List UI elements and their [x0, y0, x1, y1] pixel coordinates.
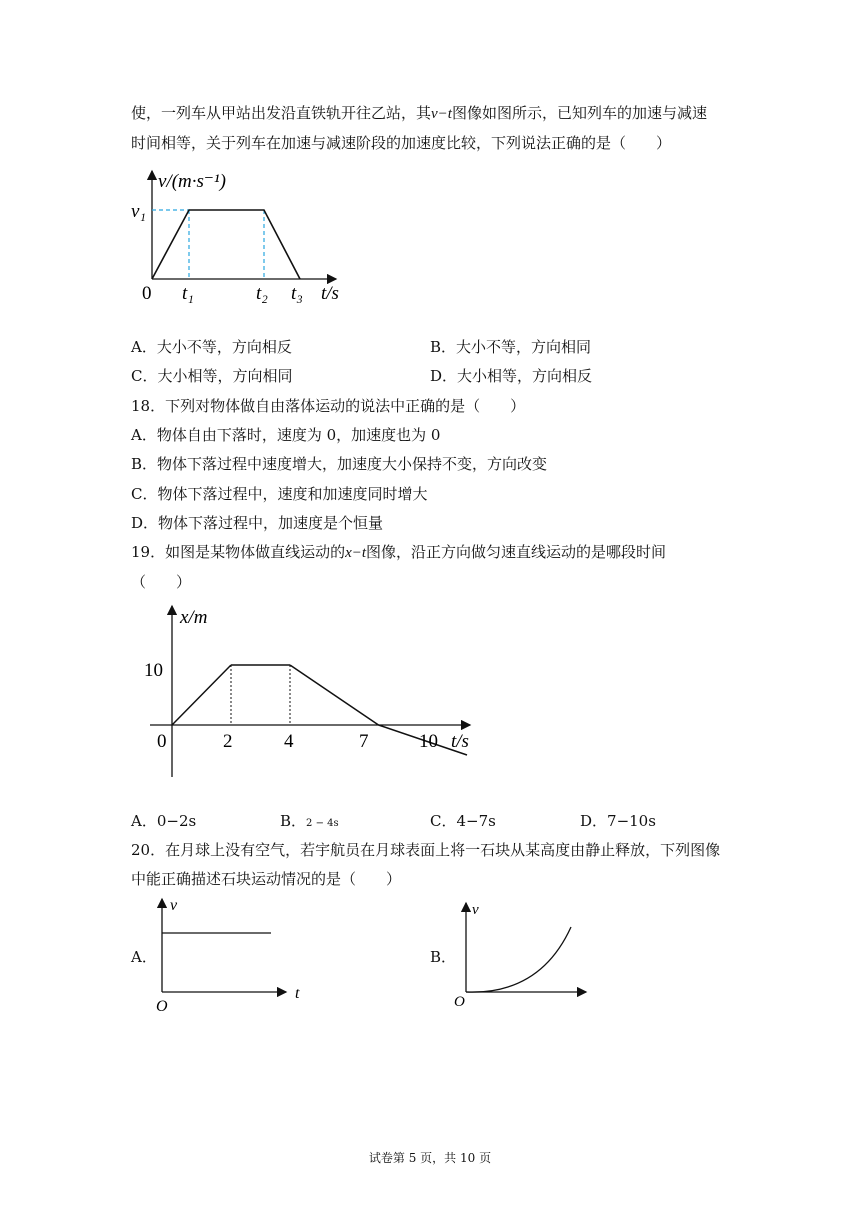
page-footer: 试卷第 5 页，共 10 页 [368, 1151, 492, 1165]
q17-x-tick-t1: t₁ [182, 283, 194, 304]
q20a-y-label: v [170, 897, 178, 914]
q17-option-b-letter: B． [430, 338, 457, 356]
q19-xt-graph [140, 600, 480, 810]
q19-x-label: t/s [451, 731, 469, 752]
q20-stem-line1: 20．在月球上没有空气，若宇航员在月球表面上将一石块从某高度由静止释放，下列图像 [131, 841, 721, 859]
q17-option-c-text: 大小相等，方向相同 [157, 367, 293, 385]
q19-option-b [280, 811, 339, 834]
q17-y-label: v/(m·s⁻¹) [158, 171, 226, 192]
q19-stem-line1 [131, 542, 666, 563]
q20a-origin-label: O [156, 998, 168, 1015]
q19-stem-pre: 19．如图是某物体做直线运动的 [131, 543, 346, 561]
q17-option-c [131, 366, 293, 386]
q17-y-tick-v1: v₁ [131, 201, 147, 222]
q17-x-tick-t2: t₂ [256, 283, 268, 304]
q17-x-tick-t3: t₃ [291, 283, 303, 304]
q19-option-c-text: 4−7s [456, 812, 496, 830]
q19-option-d-letter: D． [580, 812, 608, 830]
q20-graph-b [450, 900, 600, 1015]
q19-x-tick-4: 4 [284, 731, 294, 752]
q17-stem-line1-post: 图像如图所示，已知列车的加速与减速 [451, 104, 707, 122]
q19-option-a-text: 0−2s [156, 812, 197, 830]
q20-stem-line2: 中能正确描述石块运动情况的是（ ） [131, 870, 402, 888]
q19-stem-line2: （ ） [131, 573, 192, 591]
q17-option-d [430, 366, 592, 386]
q17-velocity-curve [152, 210, 300, 279]
q19-option-d-text: 7−10s [607, 812, 656, 830]
q17-option-c-letter: C． [131, 367, 158, 385]
q20-option-a-letter: A． [131, 948, 157, 966]
q19-stem-math: x−t [345, 545, 367, 561]
q17-option-b [430, 337, 591, 357]
q17-option-d-text: 大小相等，方向相反 [457, 367, 593, 385]
q18-stem: 18．下列对物体做自由落体运动的说法中正确的是（ ） [131, 397, 526, 415]
q17-x-label: t/s [321, 283, 339, 304]
q19-stem-post: 图像，沿正方向做匀速直线运动的是哪段时间 [366, 543, 667, 561]
q19-option-c-letter: C． [430, 812, 457, 830]
q19-option-d [580, 811, 656, 831]
q19-line-segment [172, 665, 231, 725]
q17-option-b-text: 大小不等，方向相同 [456, 338, 592, 356]
q19-option-b-letter: B． [280, 812, 307, 830]
q17-stem-line1-pre: 使，一列车从甲站出发沿直铁轨开往乙站，其 [131, 104, 432, 122]
q18-option-d: D．物体下落过程中，加速度是个恒量 [131, 514, 384, 532]
q18-option-a: A．物体自由下落时，速度为 0，加速度也为 0 [131, 426, 441, 444]
q19-origin-label: 0 [157, 731, 167, 752]
q17-option-a-letter: A． [131, 338, 157, 356]
q19-y-tick-10: 10 [144, 660, 163, 681]
q19-x-tick-2: 2 [223, 731, 233, 752]
q19-option-c [430, 811, 496, 831]
q20b-curve [466, 927, 571, 992]
q20a-x-label: t [295, 985, 300, 1002]
q19-y-label: x/m [180, 607, 208, 628]
q20b-y-label: v [472, 902, 479, 918]
q17-vt-graph [131, 165, 360, 305]
q17-option-a [131, 337, 292, 357]
q19-option-b-text: 2 − 4s [306, 818, 339, 829]
q19-option-a-letter: A． [131, 812, 157, 830]
q18-option-c: C．物体下落过程中，速度和加速度同时增大 [131, 485, 428, 503]
q17-stem-math: v−t [431, 106, 452, 122]
q20b-origin-label: O [454, 994, 465, 1010]
q17-origin-label: 0 [142, 283, 152, 304]
q19-x-tick-7: 7 [359, 731, 369, 752]
q20-option-b-letter: B． [430, 948, 457, 966]
q17-option-a-text: 大小不等，方向相反 [156, 338, 292, 356]
q17-option-d-letter: D． [430, 367, 458, 385]
q19-option-a [131, 811, 196, 831]
q19-x-tick-10: 10 [419, 731, 438, 752]
q17-stem-line2: 时间相等，关于列车在加速与减速阶段的加速度比较，下列说法正确的是（ ） [131, 134, 672, 152]
q18-option-b: B．物体下落过程中速度增大，加速度大小保持不变，方向改变 [131, 455, 548, 473]
q19-line-segment [290, 665, 379, 725]
q20-graph-a [150, 895, 310, 1015]
q17-stem-line1 [131, 103, 707, 124]
